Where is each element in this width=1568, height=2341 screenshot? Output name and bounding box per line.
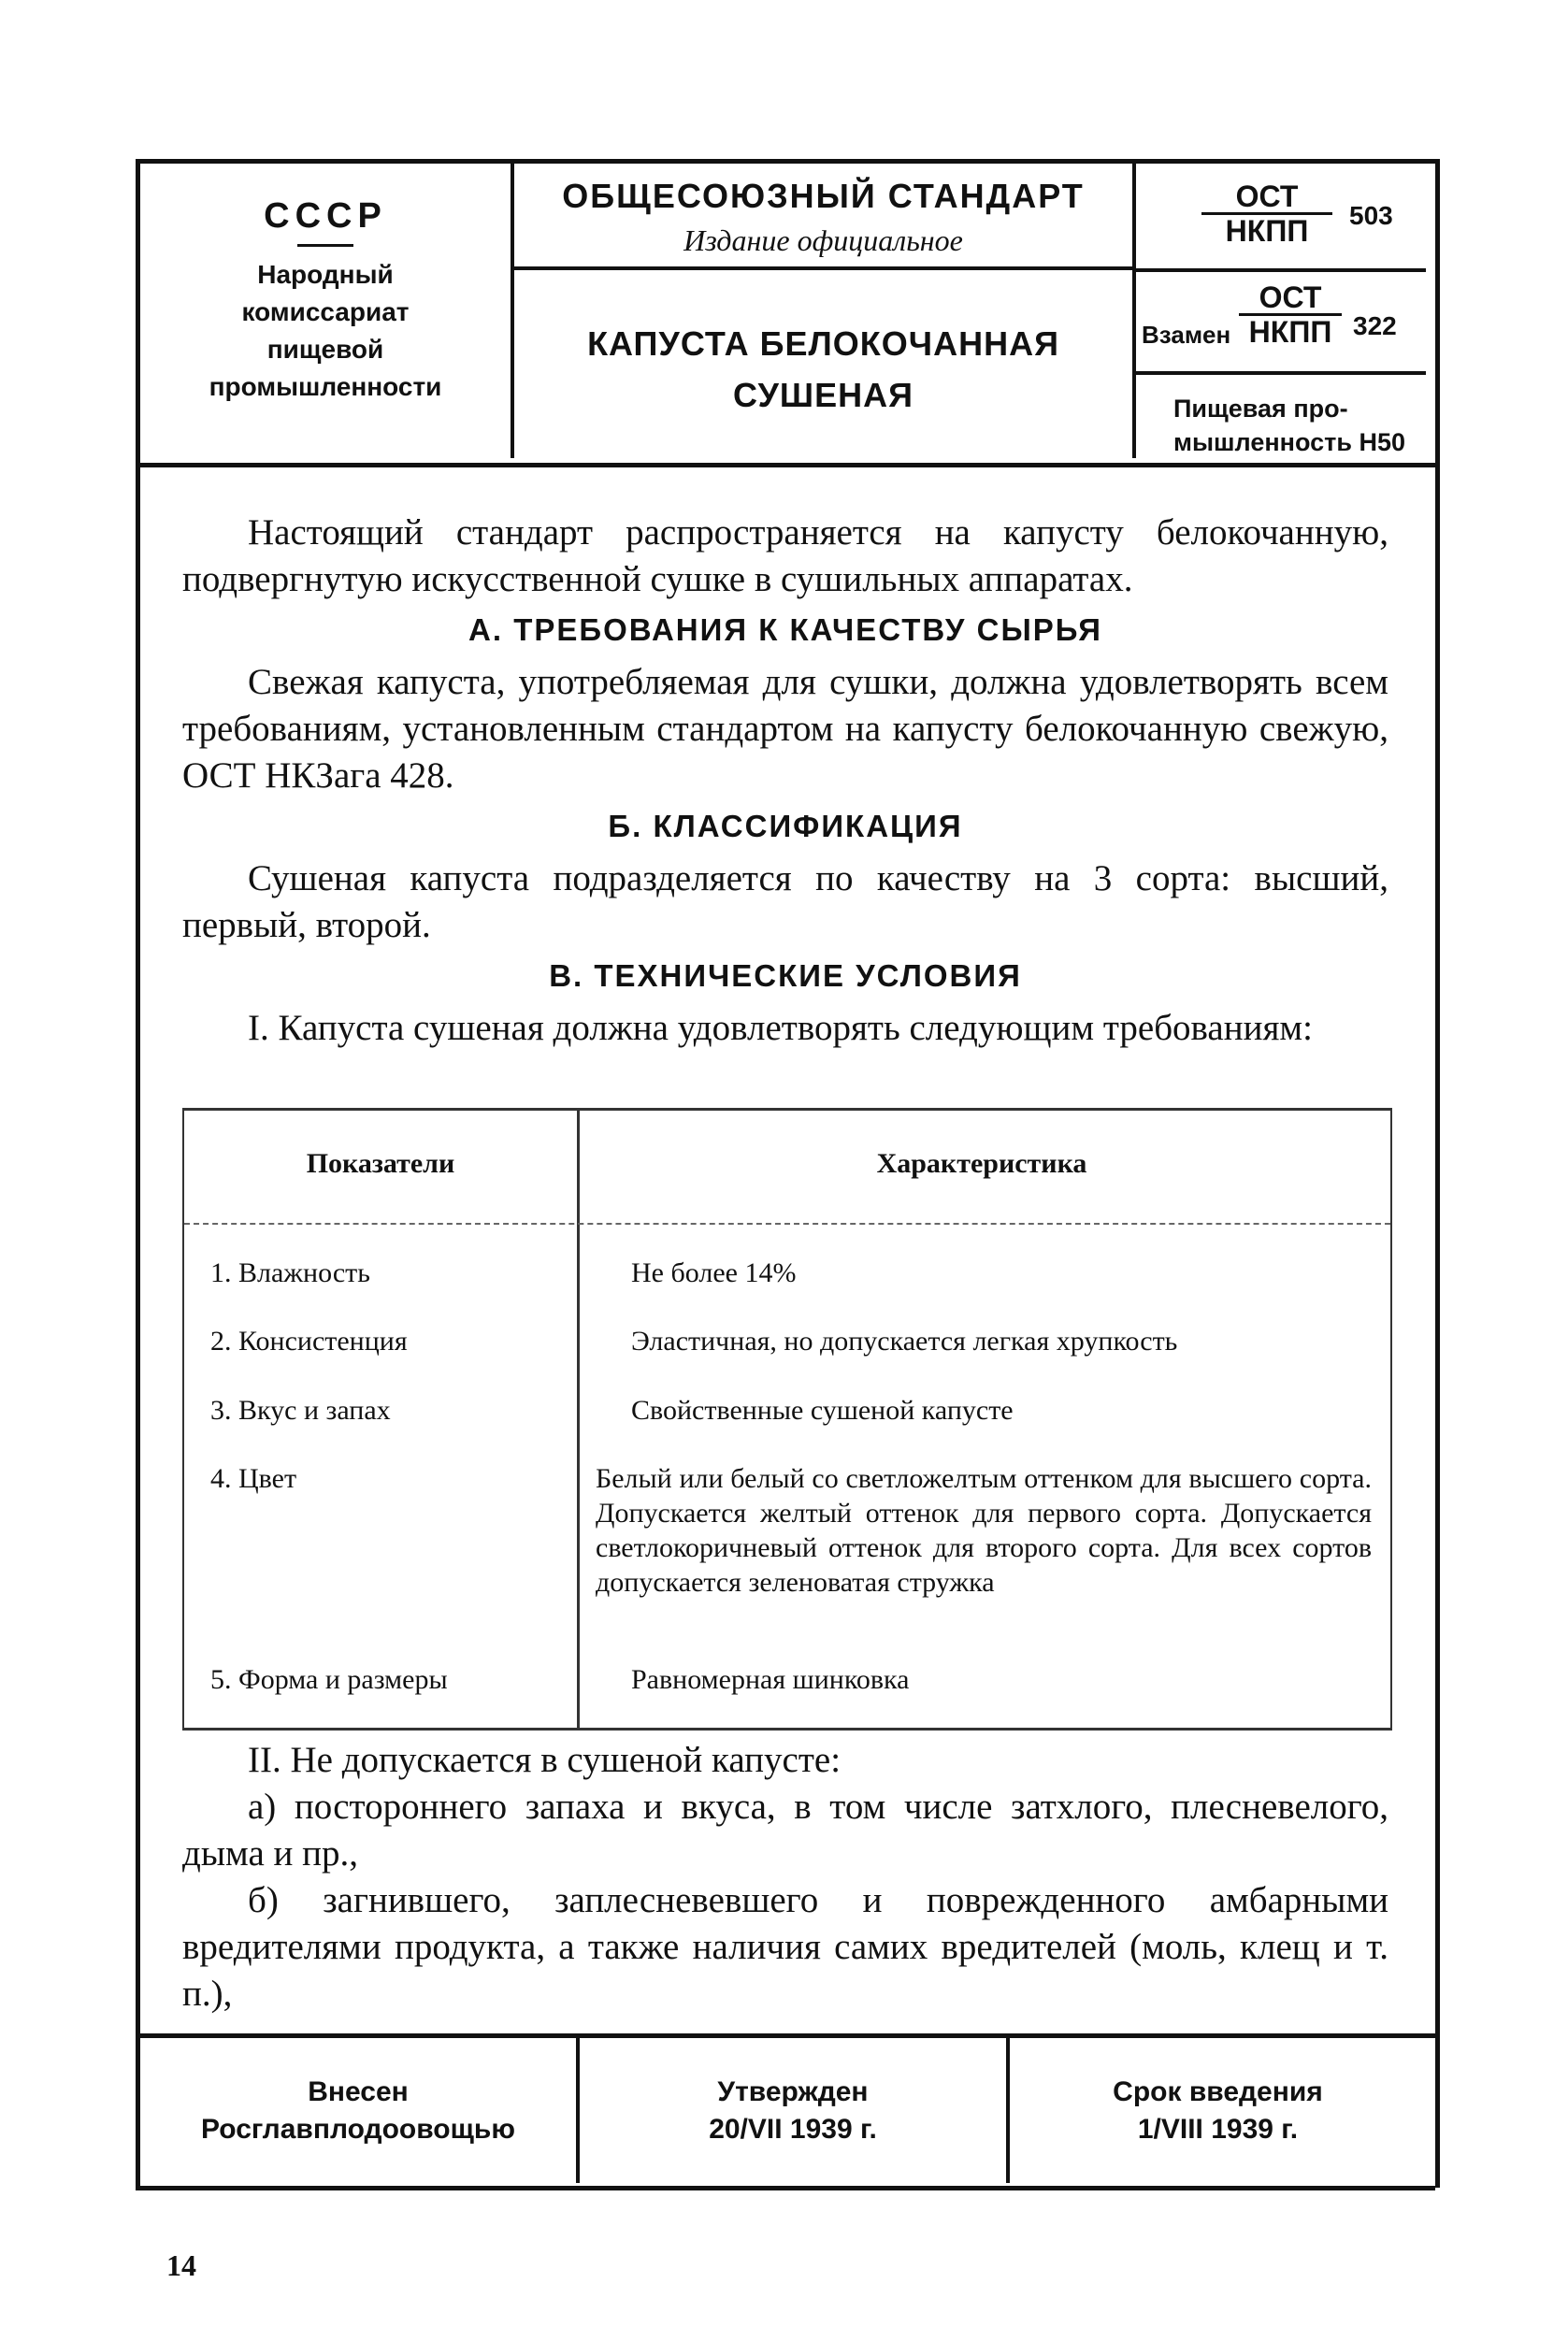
submitted-by: Росглавплодоовощью <box>201 2114 515 2145</box>
footer-submitted <box>140 2038 580 2183</box>
header-bottom-rule <box>136 463 1435 467</box>
approved-date: 20/VII 1939 г. <box>709 2114 877 2145</box>
replacement-denominator: НКПП <box>1239 313 1342 348</box>
table-cell-indicator: 3. Вкус и запах <box>210 1395 391 1426</box>
section-a-text: Свежая капуста, употребляемая для сушки, должна удовлетворять всем требованиям, установленным стандартом на капусту белокочанную свежую, ОСТ НКЗага 428. <box>182 662 1388 796</box>
table-column-divider <box>577 1111 580 1728</box>
table-cell-indicator: 2. Консистенция <box>210 1326 408 1357</box>
ministry-line: комиссариат <box>241 297 410 326</box>
standard-header <box>140 164 1426 463</box>
footer-effective <box>1010 2038 1426 2183</box>
part-2-item-a: а) постороннего запаха и вкуса, в том числе затхлого, плесневелого, дыма и пр., <box>182 1787 1388 1874</box>
section-b-text: Сушеная капуста подразделяется по качеству на 3 сорта: высший, первый, второй. <box>182 858 1388 945</box>
ministry-line: пищевой <box>266 335 384 364</box>
section-a-title: А. ТРЕБОВАНИЯ К КАЧЕСТВУ СЫРЬЯ <box>468 612 1102 647</box>
replacement-numerator: ОСТ <box>1259 280 1322 314</box>
table-header-characteristic: Характеристика <box>876 1148 1087 1179</box>
header-left <box>140 164 514 458</box>
requirements-table <box>182 1108 1392 1731</box>
product-title-line: КАПУСТА БЕЛОКОЧАННАЯ <box>587 324 1059 363</box>
ost-denominator: НКПП <box>1201 212 1332 247</box>
table-header-indicator: Показатели <box>306 1148 455 1179</box>
table-cell-indicator: 5. Форма и размеры <box>210 1664 448 1695</box>
standard-title: ОБЩЕСОЮЗНЫЙ СТАНДАРТ <box>562 177 1085 215</box>
bottom-rule <box>136 2186 1435 2190</box>
effective-label: Срок введения <box>1113 2076 1323 2107</box>
upper-body <box>182 510 1388 1052</box>
page-number: 14 <box>166 2248 196 2282</box>
footer-approved <box>580 2038 1010 2183</box>
standard-footer <box>140 2038 1426 2183</box>
ost-numerator: ОСТ <box>1235 180 1299 213</box>
intro-paragraph: Настоящий стандарт распространяется на капусту белокочанную, подвергнутую искусственной сушке в сушильных аппаратах. <box>182 512 1388 599</box>
replacement-fraction <box>1239 281 1342 348</box>
table-cell-indicator: 4. Цвет <box>210 1463 297 1494</box>
section-v-text: I. Капуста сушеная должна удовлетворять следующим требованиям: <box>248 1008 1313 1048</box>
replacement-box <box>1136 272 1426 375</box>
table-cell-indicator: 1. Влажность <box>210 1257 370 1288</box>
edition-note: Издание официальное <box>683 223 963 257</box>
part-2-item-b: б) загнившего, заплесневевшего и поврежденного амбарными вредителями продукта, а также наличия самих вредителей (моль, клещ и т. п.), <box>182 1880 1388 2014</box>
header-right <box>1136 164 1426 458</box>
ministry-line: промышленности <box>209 372 442 401</box>
table-cell-value: Белый или белый со светложелтым оттенком для высшего сорта. Допускается желтый оттенок для первого сорта. Допускается светлокоричневый оттенок для второго сорта. Для всех сортов допускается зеленоватая стружка <box>596 1463 1372 1598</box>
table-cell-value: Свойственные сушеной капусте <box>631 1395 1014 1426</box>
section-b-title: Б. КЛАССИФИКАЦИЯ <box>608 809 963 843</box>
effective-date: 1/VIII 1939 г. <box>1137 2114 1299 2145</box>
country-label: СССР <box>264 196 387 236</box>
table-cell-value: Не более 14% <box>631 1257 797 1288</box>
replacement-code: 322 <box>1353 311 1397 340</box>
ministry-line: Народный <box>257 260 394 289</box>
replacement-label: Взамен <box>1142 321 1231 349</box>
table-cell-value: Равномерная шинковка <box>631 1664 910 1695</box>
section-v-title: В. ТЕХНИЧЕСКИЕ УСЛОВИЯ <box>549 958 1022 993</box>
ost-fraction <box>1201 180 1332 247</box>
product-title-line: СУШЕНАЯ <box>733 376 913 414</box>
product-title <box>514 318 1132 421</box>
industry-line: мышленность Н50 <box>1173 428 1405 456</box>
ost-code: 503 <box>1349 201 1393 230</box>
ost-code-box <box>1136 164 1426 272</box>
middle-rule <box>514 266 1132 270</box>
approved-label: Утвержден <box>717 2076 869 2107</box>
lower-body <box>182 1737 1388 2018</box>
country-rule <box>297 244 353 247</box>
part-2-title: II. Не допускается в сушеной капусте: <box>248 1740 842 1780</box>
industry-label <box>1173 392 1405 459</box>
table-cell-value: Эластичная, но допускается легкая хрупкость <box>631 1326 1178 1357</box>
industry-box <box>1136 375 1426 458</box>
table-header-rule <box>184 1223 1390 1225</box>
header-middle <box>514 164 1136 458</box>
industry-line: Пищевая про- <box>1173 395 1348 423</box>
submitted-label: Внесен <box>308 2076 409 2107</box>
